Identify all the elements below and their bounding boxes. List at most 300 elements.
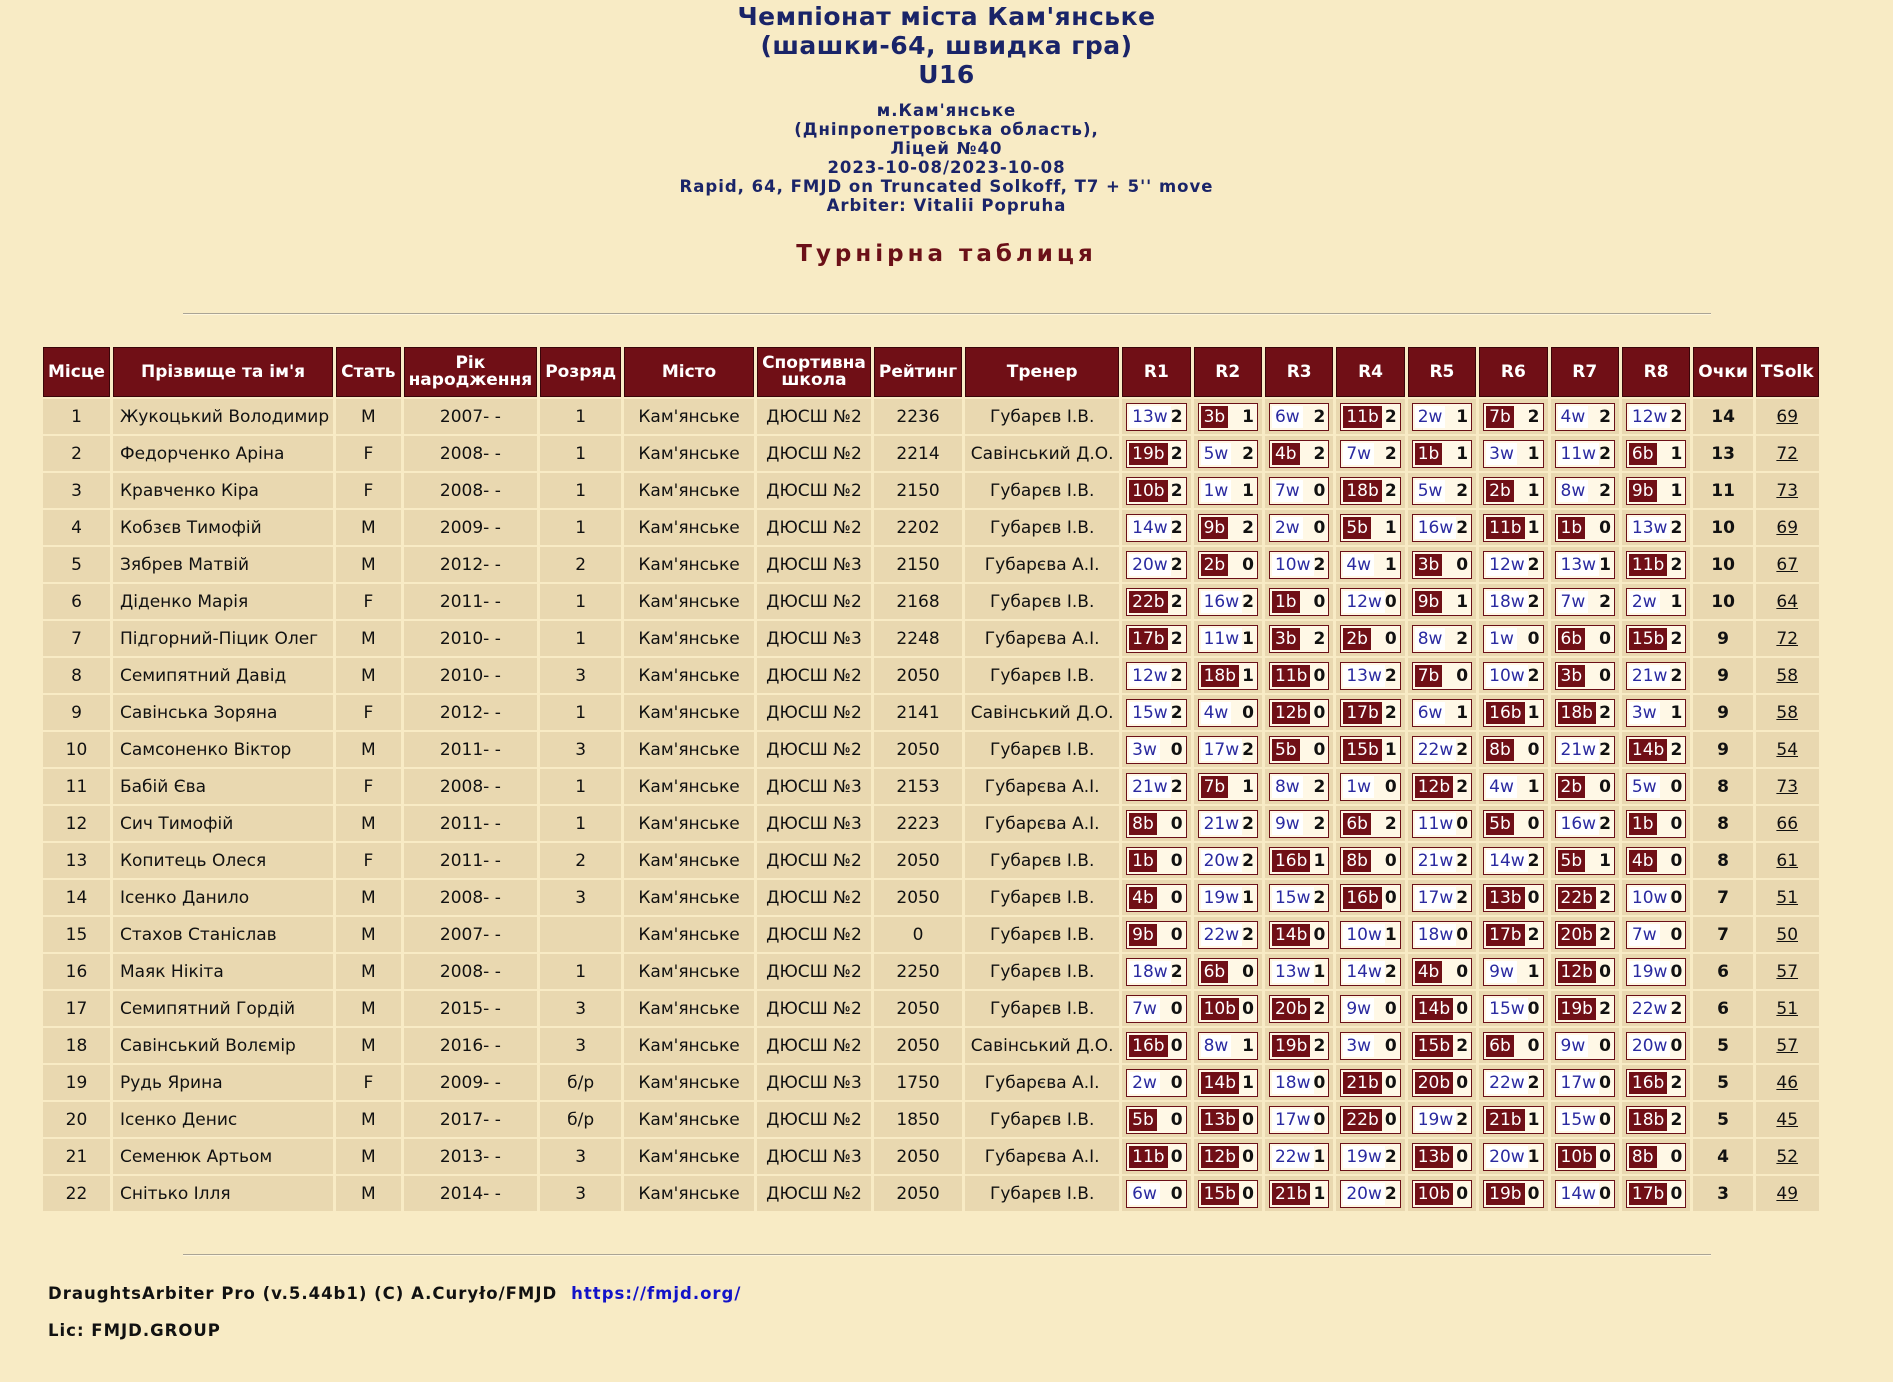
cell-coach: Губарєв І.В. xyxy=(965,1176,1119,1211)
opponent-color-ref: 13w xyxy=(1558,554,1600,576)
cell-tsolk[interactable] xyxy=(1756,547,1819,582)
round-result-r8 xyxy=(1622,917,1690,952)
cell-place: 6 xyxy=(43,584,110,619)
round-score: 0 xyxy=(1242,961,1254,982)
cell-name: Самсоненко Віктор xyxy=(113,732,333,767)
tsolk-link[interactable]: 72 xyxy=(1776,443,1799,464)
cell-rank: 1 xyxy=(540,621,621,656)
cell-rank: 1 xyxy=(540,769,621,804)
cell-school: ДЮСШ №2 xyxy=(757,991,871,1026)
result-box xyxy=(1483,921,1543,949)
round-result-r2 xyxy=(1194,510,1262,545)
round-result-r2 xyxy=(1194,473,1262,508)
round-result-r6 xyxy=(1479,806,1547,841)
cell-place: 19 xyxy=(43,1065,110,1100)
cell-tsolk[interactable] xyxy=(1756,1102,1819,1137)
cell-tsolk[interactable] xyxy=(1756,584,1819,619)
cell-points: 6 xyxy=(1693,954,1753,989)
round-score: 0 xyxy=(1670,776,1683,797)
round-result-r7 xyxy=(1551,880,1619,915)
opponent-color-ref: 1b xyxy=(1415,443,1443,465)
opponent-color-ref: 9b xyxy=(1415,591,1443,613)
round-score: 0 xyxy=(1527,887,1540,908)
result-box xyxy=(1126,1180,1186,1208)
tsolk-link[interactable]: 58 xyxy=(1776,702,1799,723)
opponent-color-ref: 22w xyxy=(1629,998,1671,1020)
result-box xyxy=(1626,810,1686,838)
opponent-color-ref: 6b xyxy=(1629,443,1657,465)
tsolk-link[interactable]: 52 xyxy=(1776,1146,1799,1167)
cell-tsolk[interactable] xyxy=(1756,1139,1819,1174)
round-result-r8 xyxy=(1622,658,1690,693)
round-score: 2 xyxy=(1527,850,1540,871)
opponent-color-ref: 18b xyxy=(1629,1109,1667,1131)
opponent-color-ref: 5b xyxy=(1272,739,1300,761)
round-score: 0 xyxy=(1599,628,1611,649)
round-result-r4 xyxy=(1336,510,1404,545)
round-result-r6 xyxy=(1479,1028,1547,1063)
round-score: 1 xyxy=(1456,443,1469,464)
cell-tsolk[interactable] xyxy=(1756,917,1819,952)
round-result-r8 xyxy=(1622,621,1690,656)
round-result-r6 xyxy=(1479,843,1547,878)
result-box xyxy=(1483,995,1543,1023)
opponent-color-ref: 17w xyxy=(1272,1109,1314,1131)
cell-tsolk[interactable] xyxy=(1756,621,1819,656)
round-result-r8 xyxy=(1622,880,1690,915)
round-score: 0 xyxy=(1670,850,1683,871)
round-score: 2 xyxy=(1670,1072,1683,1093)
result-box xyxy=(1555,1180,1615,1208)
opponent-color-ref: 11b xyxy=(1343,406,1381,428)
round-score: 0 xyxy=(1242,1109,1254,1130)
round-score: 2 xyxy=(1170,443,1183,464)
tsolk-link[interactable]: 46 xyxy=(1776,1072,1799,1093)
cell-school: ДЮСШ №2 xyxy=(757,399,871,434)
round-result-r3 xyxy=(1265,843,1333,878)
opponent-color-ref: 7w xyxy=(1272,480,1303,502)
cell-rank: 2 xyxy=(540,547,621,582)
round-result-r4 xyxy=(1336,473,1404,508)
round-result-r2 xyxy=(1194,436,1262,471)
cell-school: ДЮСШ №2 xyxy=(757,473,871,508)
round-result-r6 xyxy=(1479,658,1547,693)
cell-birth-year: 2008- - xyxy=(404,769,538,804)
opponent-color-ref: 11w xyxy=(1558,443,1600,465)
cell-school: ДЮСШ №3 xyxy=(757,1139,871,1174)
opponent-color-ref: 21b xyxy=(1272,1183,1310,1205)
cell-rating: 0 xyxy=(874,917,962,952)
round-score: 2 xyxy=(1242,517,1254,538)
cell-name: Маяк Нікіта xyxy=(113,954,333,989)
round-score: 1 xyxy=(1242,887,1254,908)
cell-school: ДЮСШ №2 xyxy=(757,1028,871,1063)
fmjd-link[interactable]: https://fmjd.org/ xyxy=(571,1284,742,1303)
cell-points: 9 xyxy=(1693,658,1753,693)
opponent-color-ref: 8b xyxy=(1486,739,1514,761)
cell-school: ДЮСШ №2 xyxy=(757,732,871,767)
tsolk-link[interactable]: 45 xyxy=(1776,1109,1799,1130)
cell-rating: 2050 xyxy=(874,843,962,878)
round-score: 2 xyxy=(1313,776,1326,797)
round-result-r1 xyxy=(1122,1102,1190,1137)
cell-points: 9 xyxy=(1693,732,1753,767)
cell-birth-year: 2007- - xyxy=(404,399,538,434)
opponent-color-ref: 11b xyxy=(1629,554,1667,576)
cell-tsolk[interactable] xyxy=(1756,843,1819,878)
round-result-r8 xyxy=(1622,510,1690,545)
cell-sex: F xyxy=(336,769,400,804)
cell-sex: M xyxy=(336,547,400,582)
tsolk-link[interactable]: 57 xyxy=(1776,961,1799,982)
round-score: 0 xyxy=(1170,850,1183,871)
tsolk-link[interactable]: 51 xyxy=(1776,887,1799,908)
table-row xyxy=(43,695,1819,730)
result-box xyxy=(1340,625,1400,653)
result-box xyxy=(1269,699,1329,727)
cell-birth-year: 2011- - xyxy=(404,732,538,767)
round-result-r2 xyxy=(1194,621,1262,656)
round-score: 1 xyxy=(1242,1035,1254,1056)
round-result-r3 xyxy=(1265,1028,1333,1063)
tsolk-link[interactable]: 69 xyxy=(1776,406,1799,427)
round-result-r4 xyxy=(1336,1102,1404,1137)
cell-city: Кам'янське xyxy=(624,954,754,989)
cell-coach: Губарєва А.І. xyxy=(965,1139,1119,1174)
header-col-r8: R8 xyxy=(1622,347,1690,397)
round-score: 1 xyxy=(1384,739,1397,760)
opponent-color-ref: 12b xyxy=(1415,776,1453,798)
table-row xyxy=(43,658,1819,693)
cell-rank: 1 xyxy=(540,473,621,508)
result-box xyxy=(1626,1180,1686,1208)
round-score: 0 xyxy=(1313,702,1326,723)
round-result-r7 xyxy=(1551,732,1619,767)
round-result-r8 xyxy=(1622,547,1690,582)
round-score: 0 xyxy=(1313,739,1326,760)
opponent-color-ref: 6b xyxy=(1343,813,1371,835)
round-result-r1 xyxy=(1122,880,1190,915)
result-box xyxy=(1412,1143,1472,1171)
cell-rank: 3 xyxy=(540,991,621,1026)
cell-place: 2 xyxy=(43,436,110,471)
round-score: 2 xyxy=(1313,998,1326,1019)
cell-tsolk[interactable] xyxy=(1756,436,1819,471)
cell-tsolk[interactable] xyxy=(1756,1065,1819,1100)
round-result-r7 xyxy=(1551,991,1619,1026)
cell-points: 9 xyxy=(1693,695,1753,730)
round-score: 0 xyxy=(1670,1183,1683,1204)
cell-rating: 2248 xyxy=(874,621,962,656)
cell-sex: F xyxy=(336,473,400,508)
cell-tsolk[interactable] xyxy=(1756,1028,1819,1063)
opponent-color-ref: 10b xyxy=(1201,998,1239,1020)
opponent-color-ref: 22w xyxy=(1272,1146,1314,1168)
result-box xyxy=(1340,1032,1400,1060)
cell-tsolk[interactable] xyxy=(1756,399,1819,434)
round-score: 1 xyxy=(1527,961,1540,982)
round-result-r3 xyxy=(1265,954,1333,989)
tsolk-link[interactable]: 54 xyxy=(1776,739,1799,760)
opponent-color-ref: 10b xyxy=(1415,1183,1453,1205)
opponent-color-ref: 21w xyxy=(1558,739,1600,761)
tsolk-link[interactable]: 49 xyxy=(1776,1183,1799,1204)
round-score: 1 xyxy=(1242,1072,1254,1093)
tsolk-link[interactable]: 64 xyxy=(1776,591,1799,612)
round-result-r3 xyxy=(1265,547,1333,582)
round-score: 0 xyxy=(1170,739,1183,760)
tsolk-link[interactable]: 72 xyxy=(1776,628,1799,649)
tsolk-link[interactable]: 73 xyxy=(1776,776,1799,797)
opponent-color-ref: 13w xyxy=(1343,665,1385,687)
round-score: 2 xyxy=(1599,443,1611,464)
result-box xyxy=(1412,477,1472,505)
round-score: 0 xyxy=(1456,1183,1469,1204)
opponent-color-ref: 10w xyxy=(1343,924,1385,946)
cell-name: Савінська Зоряна xyxy=(113,695,333,730)
cell-tsolk[interactable] xyxy=(1756,991,1819,1026)
cell-city: Кам'янське xyxy=(624,510,754,545)
round-result-r7 xyxy=(1551,584,1619,619)
result-box xyxy=(1340,1143,1400,1171)
opponent-color-ref: 16w xyxy=(1415,517,1457,539)
cell-tsolk[interactable] xyxy=(1756,695,1819,730)
cell-sex: M xyxy=(336,917,400,952)
cell-rating: 2250 xyxy=(874,954,962,989)
opponent-color-ref: 14b xyxy=(1272,924,1310,946)
round-score: 0 xyxy=(1384,1035,1397,1056)
round-score: 0 xyxy=(1670,813,1683,834)
opponent-color-ref: 12b xyxy=(1558,961,1596,983)
table-body xyxy=(43,399,1819,1211)
cell-birth-year: 2008- - xyxy=(404,436,538,471)
tsolk-link[interactable]: 66 xyxy=(1776,813,1799,834)
result-box xyxy=(1126,477,1186,505)
cell-city: Кам'янське xyxy=(624,1028,754,1063)
result-box xyxy=(1483,588,1543,616)
opponent-color-ref: 5w xyxy=(1629,776,1660,798)
cell-rating: 2236 xyxy=(874,399,962,434)
result-box xyxy=(1555,477,1615,505)
cell-rank: 3 xyxy=(540,1176,621,1211)
round-result-r5 xyxy=(1408,658,1476,693)
round-score: 1 xyxy=(1527,702,1540,723)
round-score: 0 xyxy=(1599,1146,1611,1167)
result-box xyxy=(1483,1143,1543,1171)
result-box xyxy=(1340,810,1400,838)
result-box xyxy=(1269,736,1329,764)
cell-rating: 2050 xyxy=(874,991,962,1026)
divider-top xyxy=(183,313,1711,315)
cell-tsolk[interactable] xyxy=(1756,806,1819,841)
header-col-school: Спортивна школа xyxy=(757,347,871,397)
cell-city: Кам'янське xyxy=(624,584,754,619)
tsolk-link[interactable]: 57 xyxy=(1776,1035,1799,1056)
cell-coach: Губарєв І.В. xyxy=(965,399,1119,434)
result-box xyxy=(1269,921,1329,949)
cell-points: 6 xyxy=(1693,991,1753,1026)
round-score: 0 xyxy=(1242,702,1254,723)
result-box xyxy=(1483,477,1543,505)
result-box xyxy=(1626,1143,1686,1171)
opponent-color-ref: 16w xyxy=(1201,591,1243,613)
result-box xyxy=(1340,440,1400,468)
cell-tsolk[interactable] xyxy=(1756,1176,1819,1211)
opponent-color-ref: 20w xyxy=(1343,1183,1385,1205)
round-score: 1 xyxy=(1599,554,1611,575)
round-result-r4 xyxy=(1336,880,1404,915)
round-result-r3 xyxy=(1265,1176,1333,1211)
result-box xyxy=(1126,1106,1186,1134)
result-box xyxy=(1626,440,1686,468)
round-score: 0 xyxy=(1599,1072,1611,1093)
opponent-color-ref: 13w xyxy=(1272,961,1314,983)
opponent-color-ref: 9w xyxy=(1343,998,1374,1020)
table-row xyxy=(43,584,1819,619)
tsolk-link[interactable]: 58 xyxy=(1776,665,1799,686)
cell-sex: M xyxy=(336,806,400,841)
round-score: 1 xyxy=(1527,1146,1540,1167)
cell-tsolk[interactable] xyxy=(1756,658,1819,693)
result-box xyxy=(1198,662,1258,690)
opponent-color-ref: 22b xyxy=(1558,887,1596,909)
round-score: 2 xyxy=(1599,739,1611,760)
round-score: 2 xyxy=(1456,739,1469,760)
opponent-color-ref: 7b xyxy=(1415,665,1443,687)
cell-sex: M xyxy=(336,658,400,693)
opponent-color-ref: 20b xyxy=(1272,998,1310,1020)
table-row xyxy=(43,1028,1819,1063)
cell-place: 17 xyxy=(43,991,110,1026)
tsolk-link[interactable]: 69 xyxy=(1776,517,1799,538)
result-box xyxy=(1483,1069,1543,1097)
round-score: 1 xyxy=(1313,1146,1326,1167)
tsolk-link[interactable]: 51 xyxy=(1776,998,1799,1019)
opponent-color-ref: 2b xyxy=(1343,628,1371,650)
opponent-color-ref: 3w xyxy=(1486,443,1517,465)
cell-rank: 1 xyxy=(540,436,621,471)
opponent-color-ref: 21w xyxy=(1629,665,1671,687)
result-box xyxy=(1483,1106,1543,1134)
result-box xyxy=(1340,921,1400,949)
opponent-color-ref: 14w xyxy=(1486,850,1528,872)
round-result-r3 xyxy=(1265,510,1333,545)
cell-points: 5 xyxy=(1693,1102,1753,1137)
cell-school: ДЮСШ №2 xyxy=(757,880,871,915)
info-line: (Дніпропетровська область), xyxy=(794,120,1099,139)
result-box xyxy=(1269,810,1329,838)
cell-rank xyxy=(540,917,621,952)
cell-birth-year: 2008- - xyxy=(404,473,538,508)
cell-tsolk[interactable] xyxy=(1756,880,1819,915)
opponent-color-ref: 2b xyxy=(1201,554,1229,576)
round-result-r5 xyxy=(1408,1139,1476,1174)
opponent-color-ref: 8w xyxy=(1558,480,1589,502)
opponent-color-ref: 8b xyxy=(1129,813,1157,835)
header-col-r3: R3 xyxy=(1265,347,1333,397)
opponent-color-ref: 19w xyxy=(1629,961,1671,983)
tsolk-link[interactable]: 61 xyxy=(1776,850,1799,871)
opponent-color-ref: 14w xyxy=(1129,517,1171,539)
table-row xyxy=(43,954,1819,989)
result-box xyxy=(1412,921,1472,949)
round-score: 2 xyxy=(1313,406,1326,427)
round-result-r3 xyxy=(1265,917,1333,952)
round-score: 1 xyxy=(1670,480,1683,501)
cell-tsolk[interactable] xyxy=(1756,510,1819,545)
cell-tsolk[interactable] xyxy=(1756,954,1819,989)
tsolk-link[interactable]: 67 xyxy=(1776,554,1799,575)
result-box xyxy=(1340,773,1400,801)
round-score: 2 xyxy=(1527,591,1540,612)
round-score: 1 xyxy=(1242,628,1254,649)
cell-rating: 2141 xyxy=(874,695,962,730)
result-box xyxy=(1340,1180,1400,1208)
round-result-r3 xyxy=(1265,880,1333,915)
tsolk-link[interactable]: 73 xyxy=(1776,480,1799,501)
round-score: 2 xyxy=(1170,480,1183,501)
result-box xyxy=(1340,699,1400,727)
result-box xyxy=(1126,588,1186,616)
tsolk-link[interactable]: 50 xyxy=(1776,924,1799,945)
result-box xyxy=(1269,625,1329,653)
opponent-color-ref: 4b xyxy=(1629,850,1657,872)
cell-tsolk[interactable] xyxy=(1756,732,1819,767)
round-result-r8 xyxy=(1622,695,1690,730)
cell-tsolk[interactable] xyxy=(1756,769,1819,804)
cell-tsolk[interactable] xyxy=(1756,473,1819,508)
round-score: 2 xyxy=(1384,665,1397,686)
round-score: 0 xyxy=(1170,924,1183,945)
cell-coach: Губарєв І.В. xyxy=(965,658,1119,693)
cell-coach: Губарєв І.В. xyxy=(965,917,1119,952)
cell-name: Діденко Марія xyxy=(113,584,333,619)
opponent-color-ref: 4b xyxy=(1272,443,1300,465)
round-result-r8 xyxy=(1622,1028,1690,1063)
cell-rating: 2214 xyxy=(874,436,962,471)
round-result-r7 xyxy=(1551,621,1619,656)
result-box xyxy=(1198,1069,1258,1097)
result-box xyxy=(1198,736,1258,764)
cell-birth-year: 2008- - xyxy=(404,880,538,915)
info-line: Ліцей №40 xyxy=(890,139,1003,158)
cell-points: 4 xyxy=(1693,1139,1753,1174)
round-score: 0 xyxy=(1527,628,1540,649)
round-score: 2 xyxy=(1456,850,1469,871)
cell-rating: 2202 xyxy=(874,510,962,545)
round-score: 1 xyxy=(1313,961,1326,982)
cell-rank: 1 xyxy=(540,695,621,730)
round-result-r2 xyxy=(1194,399,1262,434)
cell-rank: 1 xyxy=(540,954,621,989)
round-result-r4 xyxy=(1336,1139,1404,1174)
round-score: 0 xyxy=(1670,1035,1683,1056)
opponent-color-ref: 3w xyxy=(1629,702,1660,724)
round-result-r8 xyxy=(1622,436,1690,471)
result-box xyxy=(1483,699,1543,727)
cell-birth-year: 2012- - xyxy=(404,547,538,582)
cell-points: 8 xyxy=(1693,769,1753,804)
round-result-r4 xyxy=(1336,806,1404,841)
header-col-r1: R1 xyxy=(1122,347,1190,397)
round-result-r2 xyxy=(1194,1028,1262,1063)
cell-school: ДЮСШ №3 xyxy=(757,806,871,841)
cell-sex: F xyxy=(336,436,400,471)
cell-name: Савінський Волємір xyxy=(113,1028,333,1063)
round-score: 2 xyxy=(1456,480,1469,501)
opponent-color-ref: 5w xyxy=(1415,480,1446,502)
cell-coach: Савінський Д.О. xyxy=(965,1028,1119,1063)
